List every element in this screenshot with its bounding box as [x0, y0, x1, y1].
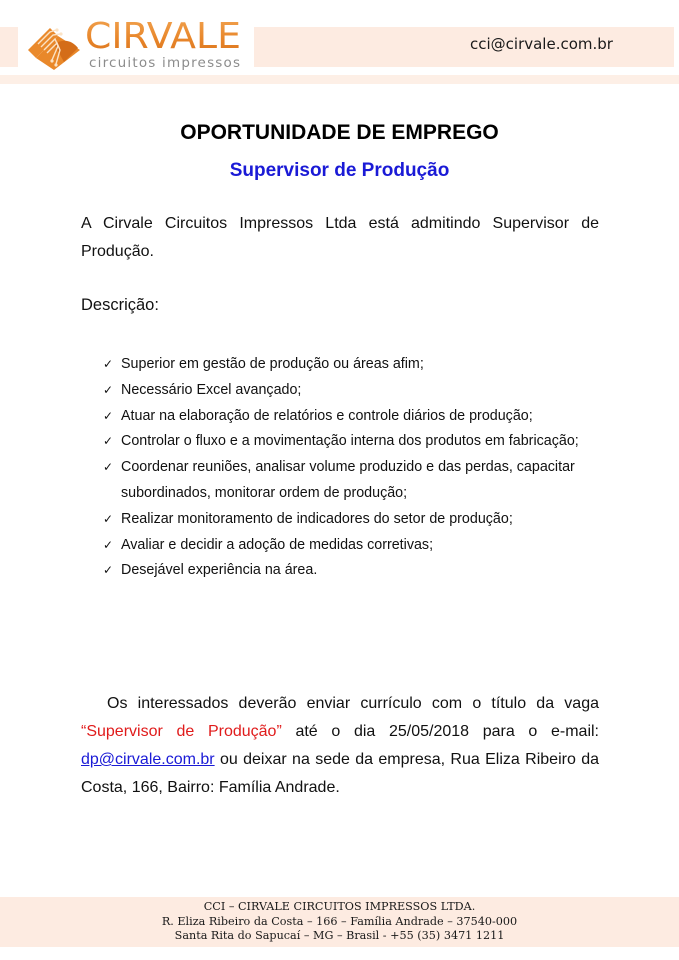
list-item: [103, 455, 623, 507]
list-item: [103, 558, 623, 584]
closing-paragraph: [81, 690, 599, 802]
checkmark-icon: ✓: [103, 408, 114, 423]
checkmark-icon: ✓: [103, 511, 114, 526]
closing-text-1: Os interessados deverão enviar currículo com o título da vaga: [107, 695, 599, 712]
list-item-text: Atuar na elaboração de relatórios e controle diários de produção;: [121, 407, 533, 424]
checkmark-icon: ✓: [103, 563, 114, 578]
list-item-text: Superior em gestão de produção ou áreas afim;: [121, 356, 424, 372]
list-item: [103, 507, 623, 533]
checkmark-icon: ✓: [103, 434, 114, 449]
checkmark-icon: ✓: [103, 357, 114, 371]
list-item: [103, 429, 623, 455]
logo-wordmark: CIRVALE: [85, 16, 241, 57]
job-title: Supervisor de Produção: [229, 160, 450, 181]
description-label: Descrição:: [81, 296, 159, 314]
footer: [0, 900, 679, 944]
list-item-text: Controlar o fluxo e a movimentação interna dos produtos em fabricação;: [121, 433, 579, 450]
header-email: cci@cirvale.com.br: [470, 35, 613, 53]
requirements-list: [103, 352, 623, 584]
email-link[interactable]: dp@cirvale.com.br: [81, 751, 215, 768]
footer-city-phone: Santa Rita do Sapucaí – MG – Brasil - +55 (35) 3471 1211: [174, 929, 505, 943]
intro-paragraph: A Cirvale Circuitos Impressos Ltda está admitindo Supervisor de Produção.: [81, 215, 599, 260]
list-item-text: Coordenar reuniões, analisar volume produzido e das perdas, capacitar subordinados, monitorar ordem de produção;: [121, 459, 575, 501]
closing-text-2: até o dia 25/05/2018 para o e-mail:: [281, 723, 600, 740]
list-item: [103, 404, 623, 430]
footer-company: CCI – CIRVALE CIRCUITOS IMPRESSOS LTDA.: [203, 900, 476, 913]
list-item: [103, 533, 623, 559]
highlighted-job-title: “Supervisor de Produção”: [81, 723, 282, 740]
list-item-text: Desejável experiência na área.: [121, 562, 318, 579]
footer-address: R. Eliza Ribeiro da Costa – 166 – Família Andrade – 37540-000: [161, 914, 518, 928]
list-item-text: Avaliar e decidir a adoção de medidas corretivas;: [121, 536, 434, 553]
checkmark-icon: ✓: [103, 460, 114, 475]
list-item: [103, 378, 623, 404]
list-item-text: Necessário Excel avançado;: [121, 381, 302, 398]
page-title: OPORTUNIDADE DE EMPREGO: [180, 121, 499, 144]
checkmark-icon: ✓: [103, 537, 114, 552]
list-item: [103, 352, 623, 378]
list-item-text: Realizar monitoramento de indicadores do setor de produção;: [121, 510, 513, 527]
checkmark-icon: ✓: [103, 382, 114, 397]
closing-text-3: ou deixar na sede da empresa, Rua Eliza Ribeiro da Costa, 166, Bairro: Família Andrade.: [81, 751, 599, 796]
logo-tagline: circuitos impressos: [89, 55, 242, 71]
header-divider-band: [0, 75, 679, 84]
circuit-board-icon: [24, 22, 84, 72]
